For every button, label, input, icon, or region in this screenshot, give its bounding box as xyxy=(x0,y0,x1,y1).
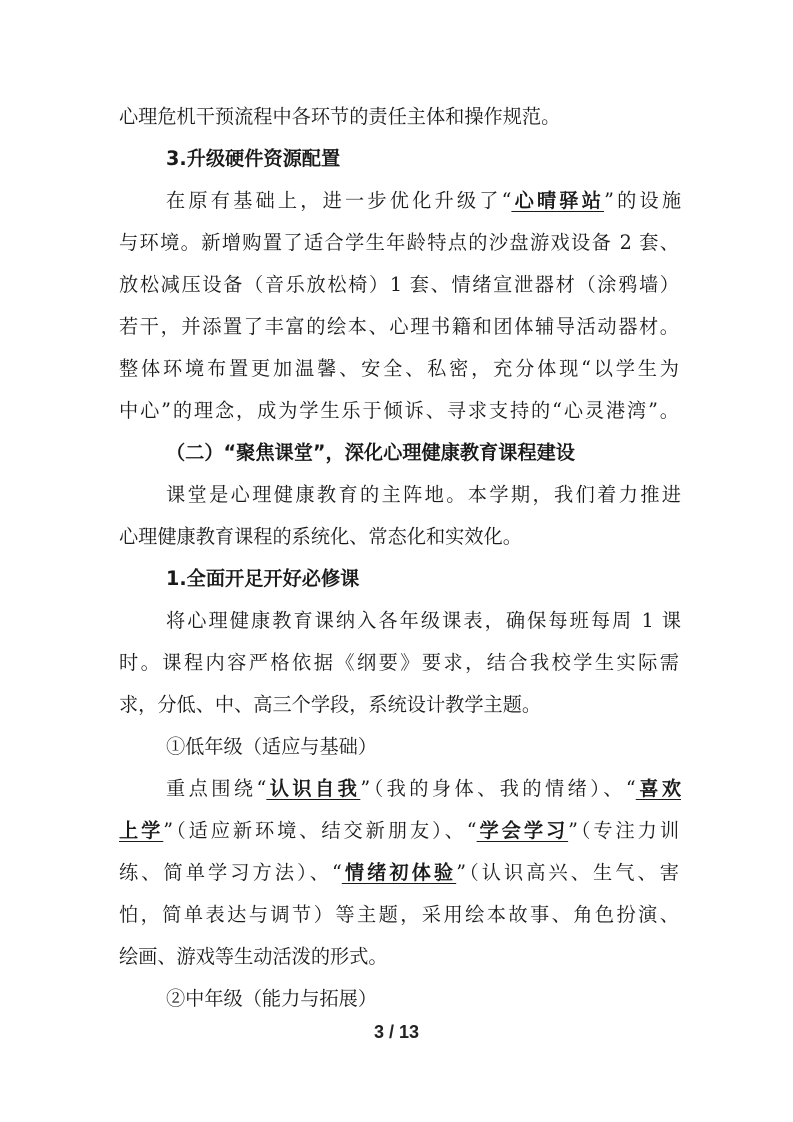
paragraph-line: 若干，并添置了丰富的绘本、心理书籍和团体辅导活动器材。 xyxy=(119,315,679,338)
paragraph-line: 怕，简单表达与调节）等主题，采用绘本故事、角色扮演、 xyxy=(119,903,679,926)
paragraph-line: 与环境。新增购置了适合学生年龄特点的沙盘游戏设备 2 套、 xyxy=(119,231,679,254)
paragraph-line: 心理健康教育课程的系统化、常态化和实效化。 xyxy=(119,525,522,548)
subsection-heading: ①低年级（适应与基础） xyxy=(166,735,378,758)
highlighted-term: 心晴驿站 xyxy=(511,189,605,212)
section-heading: 1.全面开足开好必修课 xyxy=(166,567,360,590)
paragraph-line: 绘画、游戏等生动活泼的形式。 xyxy=(119,945,388,968)
highlighted-term: 学会学习 xyxy=(476,819,569,842)
highlighted-term: 喜欢 xyxy=(635,777,682,800)
paragraph-line: 上学”（适应新环境、结交新朋友）、“学会学习”（专注力训 xyxy=(119,819,680,842)
paragraph-line: 放松减压设备（音乐放松椅）1 套、情绪宣泄器材（涂鸦墙） xyxy=(119,273,679,296)
subsection-heading: ②中年级（能力与拓展） xyxy=(166,987,378,1010)
section-heading: 3.升级硬件资源配置 xyxy=(166,147,341,170)
paragraph-line: 时。课程内容严格依据《纲要》要求，结合我校学生实际需 xyxy=(119,651,679,674)
paragraph-line: 练、简单学习方法）、“情绪初体验”（认识高兴、生气、害 xyxy=(119,861,679,884)
paragraph-line: 将心理健康教育课纳入各年级课表，确保每班每周 1 课 xyxy=(166,609,681,632)
paragraph-line: 心理危机干预流程中各环节的责任主体和操作规范。 xyxy=(119,105,561,128)
paragraph-line: 整体环境布置更加温馨、安全、私密，充分体现“以学生为 xyxy=(119,357,679,380)
highlighted-term: 认识自我 xyxy=(266,777,361,800)
paragraph-line: 中心”的理念，成为学生乐于倾诉、寻求支持的“心灵港湾”。 xyxy=(119,399,679,422)
highlighted-term: 上学 xyxy=(119,819,164,842)
highlighted-term: 情绪初体验 xyxy=(341,861,457,884)
chapter-heading: （二）“聚焦课堂”，深化心理健康教育课程建设 xyxy=(166,441,575,464)
paragraph-line: 求，分低、中、高三个学段，系统设计教学主题。 xyxy=(119,693,542,716)
paragraph-line: 课堂是心理健康教育的主阵地。本学期，我们着力推进 xyxy=(166,483,681,506)
paragraph-line: 重点围绕“认识自我”（我的身体、我的情绪）、“喜欢 xyxy=(166,777,682,800)
paragraph-line: 在原有基础上，进一步优化升级了“心晴驿站”的设施 xyxy=(166,189,682,212)
page-number: 3 / 13 xyxy=(373,1022,420,1042)
